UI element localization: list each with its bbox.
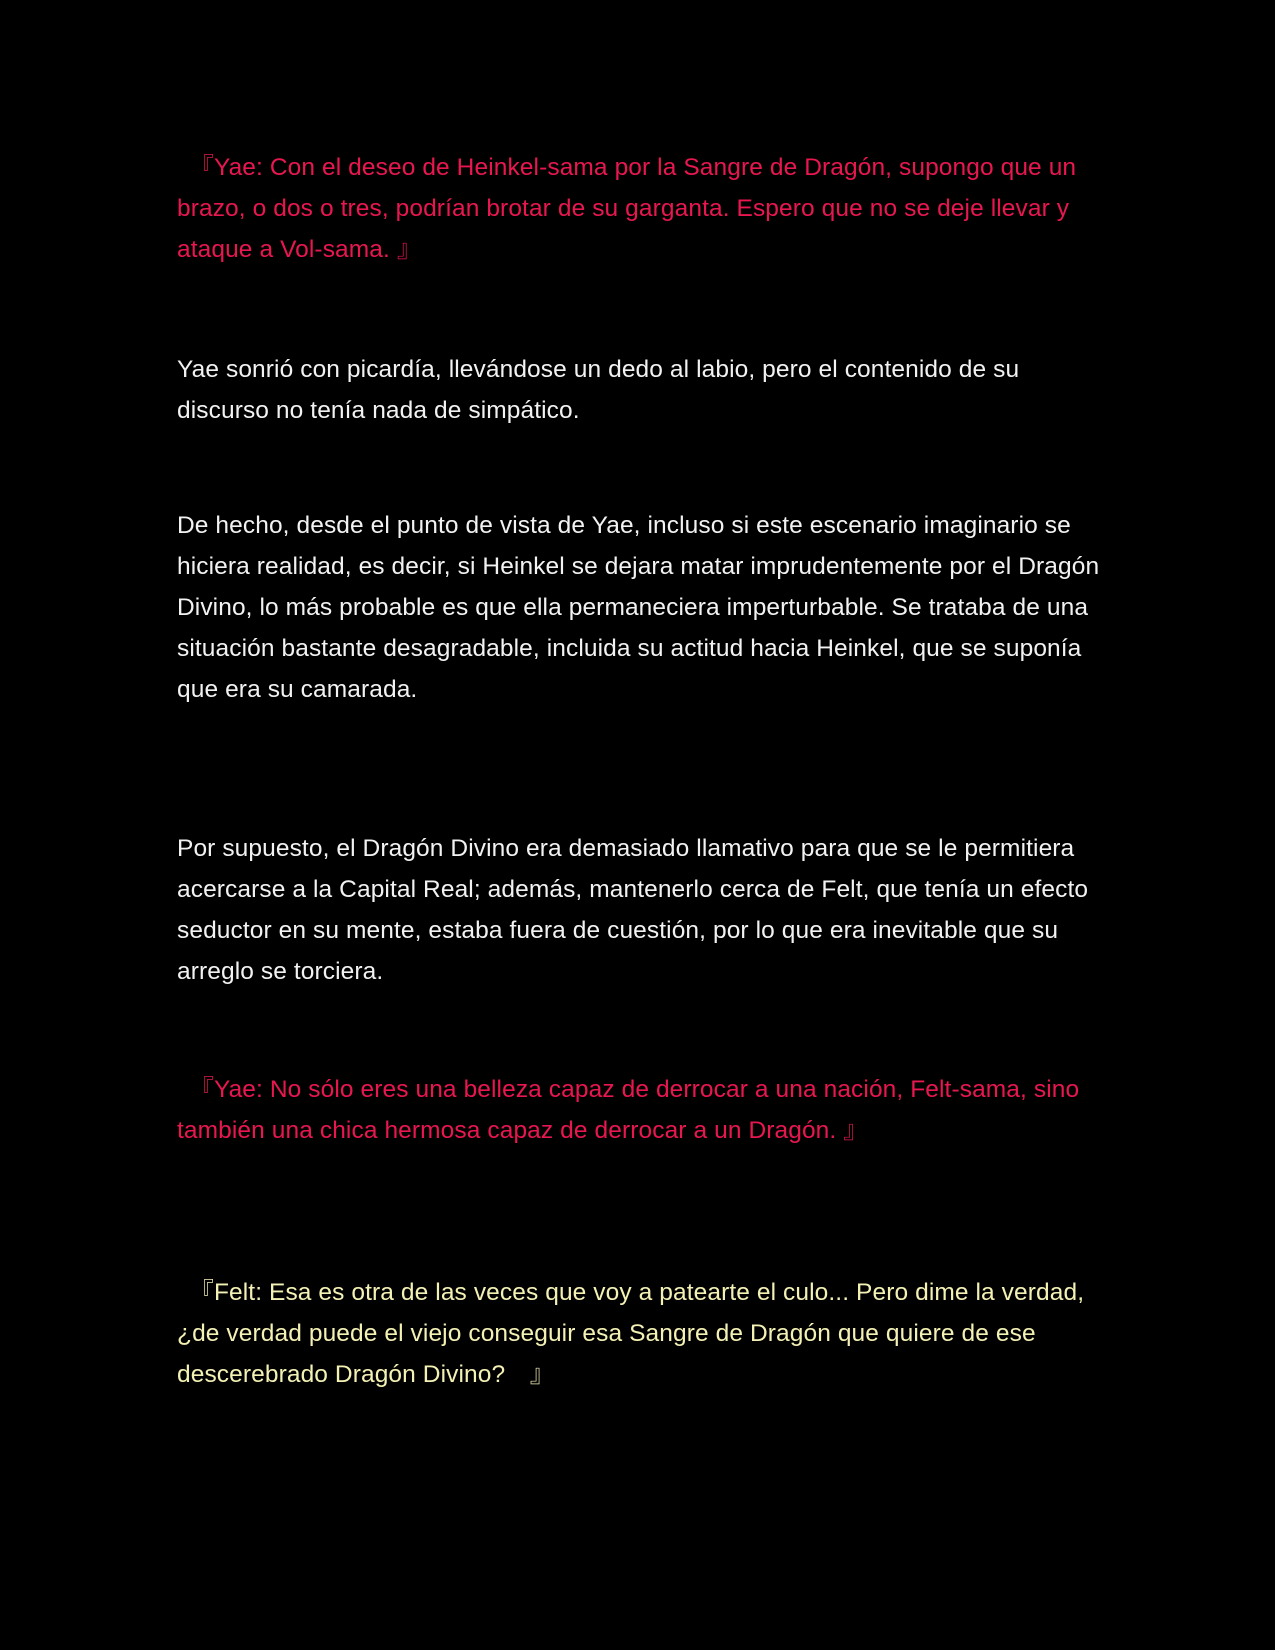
- narration-paragraph-2: De hecho, desde el punto de vista de Yae, incluso si este escenario imaginario se hiciera realidad, es decir, si Heinkel se dejara matar imprudentemente por el Dragón Divino, lo más probable es que ella permaneciera imperturbable. Se trataba de una situación bastante desagradable, incluida su actitud hacia Heinkel, que se suponía que era su camarada.: [177, 512, 1100, 703]
- yae-dialogue-paragraph-1: 『Yae: Con el deseo de Heinkel-sama por la Sangre de Dragón, supongo que un brazo, o dos o tres, podrían brotar de su garganta. Espero que no se deje llevar y ataque a Vol-sama. 』: [177, 154, 1077, 263]
- yae-dialogue-paragraph-2: 『Yae: No sólo eres una belleza capaz de derrocar a una nación, Felt-sama, sino también una chica hermosa capaz de derrocar a un Dragón. 』: [177, 1076, 1080, 1144]
- felt-dialogue-paragraph: 『Felt: Esa es otra de las veces que voy a patearte el culo... Pero dime la verdad, ¿de verdad puede el viejo conseguir esa Sangre de Dragón que quiere de ese descerebrado Dragón Divino? 』: [177, 1279, 1085, 1388]
- narration-paragraph-1: Yae sonrió con picardía, llevándose un dedo al labio, pero el contenido de su discurso no tenía nada de simpático.: [177, 356, 1020, 424]
- narration-paragraph-3: Por supuesto, el Dragón Divino era demasiado llamativo para que se le permitiera acercarse a la Capital Real; además, mantenerlo cerca de Felt, que tenía un efecto seductor en su mente, estaba fuera de cuestión, por lo que era inevitable que su arreglo se torciera.: [177, 835, 1089, 985]
